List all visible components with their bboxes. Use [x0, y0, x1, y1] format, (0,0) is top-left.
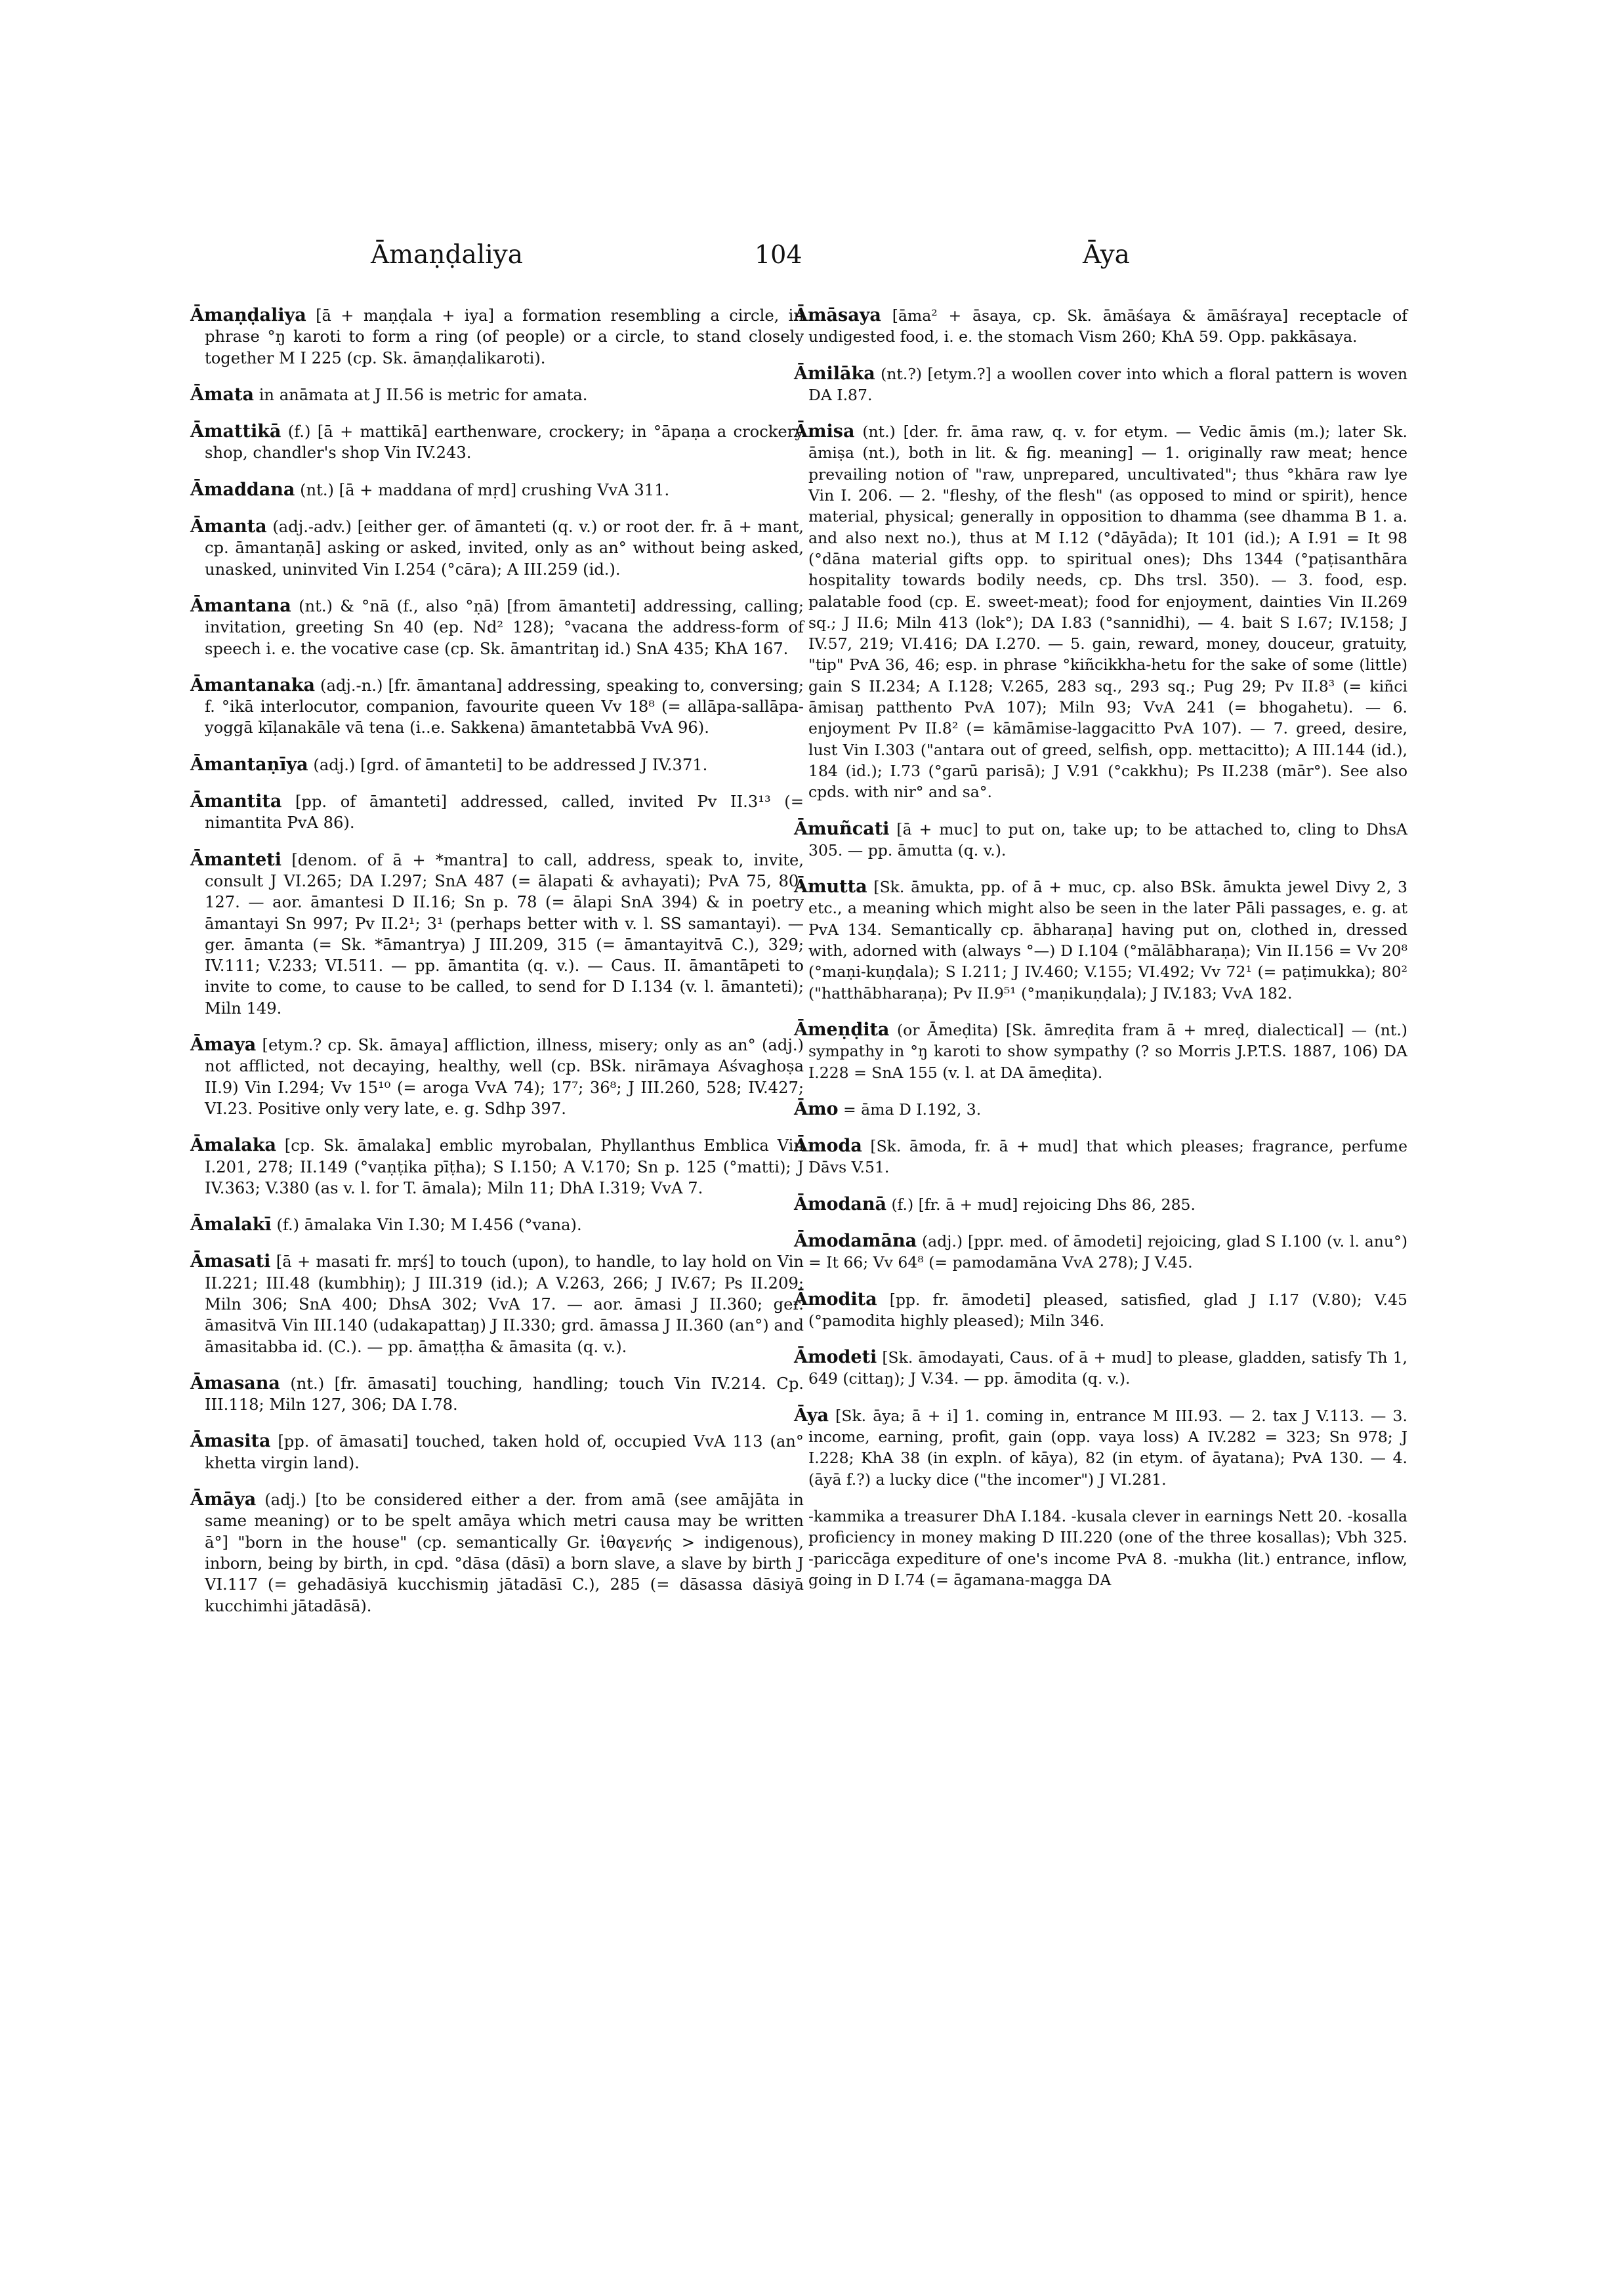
entry-headword: Āmaṇḍaliya [190, 305, 306, 325]
entry-text: [pp. of āmasati] touched, taken hold of, occupied VvA 113 (an° khetta virgin land). [205, 1432, 804, 1472]
entry-text: (adj.) [grd. of āmanteti] to be addressed J IV.371. [313, 755, 708, 774]
dictionary-entry [190, 1431, 804, 1474]
entry-headword: Āmeṇḍita [794, 1019, 890, 1040]
dictionary-entry [794, 1194, 1407, 1215]
dictionary-entry [794, 1347, 1407, 1390]
entry-text: (adj.) [ppr. med. of āmodeti] rejoicing, glad S I.100 (v. l. anu°) = It 66; Vv 64⁸ (= pamodamāna VvA 278); J V.45. [808, 1231, 1407, 1272]
header-left-guideword: Āmaṇḍaliya [371, 240, 523, 270]
entry-headword: Āmodita [794, 1289, 877, 1310]
dictionary-entry [190, 480, 804, 501]
dictionary-entry [794, 1231, 1407, 1273]
dictionary-entry [190, 675, 804, 739]
running-head [0, 240, 1624, 279]
left-column [190, 305, 804, 1632]
entry-text: (nt.) [der. fr. āma raw, q. v. for etym. — Vedic āmis (m.); later Sk. āmiṣa (nt.), both in lit. & fig. meaning] — 1. originally raw meat; hence prevailing notion of "raw, unprepared, uncultivated"; thus °khāra raw lye Vin I. 206. — 2. "fleshy, of the flesh" (as opposed to mind or spirit), hence material, physical; generally in opposition to dhamma (see dhamma B 1. a. and also next no.), thus at M I.12 (°dāyāda); It 101 (id.); A I.91 = It 98 (°dāna material gifts opp. to spiritual ones); Dhs 1344 (°paṭisanthāra hospitality towards bodily needs, cp. Dhs trsl. 350). — 3. food, esp. palatable food (cp. E. sweet-meat); food for enjoyment, dainties Vin II.269 sq.; J II.6; Miln 413 (lok°); DA I.83 (°sannidhi), — 4. bait S I.67; IV.158; J IV.57, 219; VI.416; DA I.270. — 5. gain, reward, money, douceur, gratuity, "tip" PvA 36, 46; esp. in phrase °kiñcikkha-hetu for the sake of some (little) gain S II.234; A I.128; V.265, 283 sq., 293 sq.; Pug 29; Pv II.8³ (= kiñci āmisaŋ patthento PvA 107); Miln 93; VvA 241 (= bhogahetu). — 6. enjoyment Pv II.8² (= kāmāmise-laggacitto PvA 107). — 7. greed, desire, lust Vin I.303 ("antara out of greed, selfish, opp. mettacitto); A III.144 (id.), 184 (id.); I.73 (°garū parisā); J V.91 (°cakkhu); Ps II.238 (mār°). See also cpds. with nir° and sa°. [808, 423, 1407, 802]
dictionary-entry [794, 877, 1407, 1004]
dictionary-entry [794, 1405, 1407, 1490]
dictionary-entry [794, 1289, 1407, 1332]
entry-headword: Āmodamāna [794, 1230, 917, 1251]
entry-text: [Sk. āmoda, fr. ā + mud] that which pleases; fragrance, perfume Dāvs V.51. [808, 1137, 1407, 1177]
header-right-guideword: Āya [1083, 240, 1130, 270]
dictionary-entry [190, 516, 804, 580]
entry-headword: Āmasita [190, 1431, 271, 1452]
entry-text: (adj.-n.) [fr. āmantana] addressing, speaking to, conversing; f. °ikā interlocutor, companion, favourite queen Vv 18⁸ (= allāpa-sallāpa-yoggā kīḷanakāle vā tena (i..e. Sakkena) āmantetabbā VvA 96). [205, 676, 804, 737]
dictionary-entry [794, 1136, 1407, 1178]
entry-text: in anāmata at J II.56 is metric for amata. [259, 385, 588, 404]
dictionary-entry [190, 850, 804, 1019]
entry-text: [ā + masati fr. mṛś] to touch (upon), to handle, to lay hold on Vin II.221; III.48 (kumbhiŋ); J III.319 (id.); A V.263, 266; J IV.67; Ps II.209; Miln 306; SnA 400; DhsA 302; VvA 17. — aor. āmasi J II.360; ger. āmasitvā Vin III.140 (udakapattaŋ) J II.330; grd. āmassa J II.360 (an°) and āmasitabba id. (C.). — pp. āmaṭṭha & āmasita (q. v.). [205, 1252, 804, 1356]
dictionary-entry [190, 1035, 804, 1119]
entry-headword: Āmantanaka [190, 674, 315, 695]
entry-headword: Āmantana [190, 595, 291, 616]
entry-text: (f.) [fr. ā + mud] rejoicing Dhs 86, 285. [891, 1195, 1196, 1214]
dictionary-entry [794, 1020, 1407, 1083]
dictionary-entry [794, 819, 1407, 861]
entry-headword: Āmaddana [190, 479, 295, 500]
entry-headword: Āmasana [190, 1373, 280, 1394]
dictionary-entry [190, 596, 804, 659]
entry-headword: Āmantaṇīya [190, 754, 308, 775]
entry-text: (f.) āmalaka Vin I.30; M I.456 (°vana). [276, 1216, 582, 1235]
entry-text: = āma D I.192, 3. [843, 1100, 982, 1119]
entry-headword: Āmāsaya [794, 305, 881, 325]
entry-headword: Āmo [794, 1098, 839, 1119]
entry-text: [āma² + āsaya, cp. Sk. āmāśaya & āmāśraya] receptacle of undigested food, i. e. the stomach Vism 260; KhA 59. Opp. pakkāsaya. [808, 306, 1407, 346]
entry-text: [etym.? cp. Sk. āmaya] affliction, illness, misery; only as an° (adj.) not afflicted, not decaying, healthy, well (cp. BSk. nirāmaya Aśvaghoṣa II.9) Vin I.294; Vv 15¹⁰ (= aroga VvA 74); 17⁷; 36⁸; J III.260, 528; IV.427; VI.23. Positive only very late, e. g. Sdhp 397. [205, 1036, 804, 1118]
entry-text: [cp. Sk. āmalaka] emblic myrobalan, Phyllanthus Emblica Vin I.201, 278; II.149 (°vaṇṭika pīṭha); S I.150; A V.170; Sn p. 125 (°matti); J IV.363; V.380 (as v. l. for T. āmala); Miln 11; DhA I.319; VvA 7. [205, 1136, 804, 1197]
dictionary-entry [794, 305, 1407, 348]
entry-headword: Āmisa [794, 421, 855, 442]
entry-headword: Āya [794, 1405, 829, 1426]
entry-headword: Āmaya [190, 1035, 257, 1056]
dictionary-entry [190, 791, 804, 834]
dictionary-entry [190, 384, 804, 405]
page-number: 104 [755, 240, 802, 269]
entry-text: [Sk. āmukta, pp. of ā + muc, cp. also BSk. āmukta jewel Divy 2, 3 etc., a meaning which might also be seen in the later Pāli passages, e. g. at PvA 134. Semantically cp. ābharaṇa] having put on, clothed in, dressed with, adorned with (always °—) D I.104 (°mālābharaṇa); Vin II.156 = Vv 20⁸ (°maṇi-kuṇḍala); S I.211; J IV.460; V.155; VI.492; Vv 72¹ (= paṭimukka); 80² ("hatthābharaṇa); Pv II.9⁵¹ (°maṇikuṇḍala); J IV.183; VvA 182. [808, 878, 1407, 1003]
entry-headword: Āmodeti [794, 1347, 877, 1368]
entry-text: (or Āmeḍita) [Sk. āmreḍita fram ā + mreḍ, dialectical] — (nt.) sympathy in °ŋ karoti to show sympathy (? so Morris J.P.T.S. 1887, 106) DA I.228 = SnA 155 (v. l. at DA āmeḍita). [808, 1020, 1407, 1082]
entry-text: (adj.) [to be considered either a der. from amā (see amājāta in same meaning) or to be spelt amāya which metri causa may be written ā°] "born in the house" (cp. semantically Gr. ἰθαγενής > indigenous), inborn, being by birth, in cpd. °dāsa (dāsī) a born slave, a slave by birth J VI.117 (= gehadāsiyā kucchismiŋ jātadāsī C.), 285 (= dāsassa dāsiyā kucchimhi jātadāsā). [205, 1491, 804, 1615]
dictionary-entry [794, 363, 1407, 406]
entry-headword: Āmanteti [190, 849, 282, 870]
dictionary-entry [190, 1214, 804, 1235]
dictionary-entry [190, 421, 804, 464]
entry-headword: Āmoda [794, 1136, 862, 1157]
entry-text: [Sk. āmodayati, Caus. of ā + mud] to please, gladden, satisfy Th 1, 649 (cittaŋ); J V.34. — pp. āmodita (q. v.). [808, 1348, 1407, 1388]
entry-headword: Āmalakī [190, 1214, 272, 1235]
entry-headword: Āmodanā [794, 1193, 887, 1214]
dictionary-entry [794, 1506, 1407, 1590]
entry-text: [pp. fr. āmodeti] pleased, satisfied, glad J I.17 (V.80); V.45 (°pamodita highly pleased); Miln 346. [808, 1290, 1407, 1330]
entry-text: [ā + muc] to put on, take up; to be attached to, cling to DhsA 305. — pp. āmutta (q. v.). [808, 819, 1407, 859]
entry-headword: Āmalaka [190, 1135, 276, 1156]
entry-text: (nt.?) [etym.?] a woollen cover into which a floral pattern is woven DA I.87. [808, 364, 1407, 404]
dictionary-entry [190, 1135, 804, 1199]
dictionary-entry [190, 1489, 804, 1617]
dictionary-entry [190, 305, 804, 369]
entry-headword: Āmanta [190, 516, 267, 537]
entry-headword: Āmasati [190, 1251, 271, 1272]
dictionary-entry [190, 1373, 804, 1416]
entry-headword: Āmutta [794, 877, 867, 898]
entry-headword: Āmattikā [190, 421, 281, 442]
entry-headword: Āmilāka [794, 363, 875, 384]
entry-text: [pp. of āmanteti] addressed, called, invited Pv II.3¹³ (= nimantita PvA 86). [205, 793, 804, 833]
entry-headword: Āmāya [190, 1489, 257, 1510]
dictionary-entry [794, 1099, 1407, 1120]
entry-text: (adj.-adv.) [either ger. of āmanteti (q. v.) or root der. fr. ā + mant, cp. āmantaṇā] asking or asked, invited, only as an° without being asked, unasked, uninvited Vin I.254 (°cāra); A III.259 (id.). [205, 518, 804, 579]
entry-text: (f.) [ā + mattikā] earthenware, crockery; in °āpaṇa a crockery shop, chandler's shop Vin IV.243. [205, 423, 804, 463]
right-column [794, 305, 1407, 1606]
dictionary-entry [794, 421, 1407, 802]
entry-text: (nt.) [fr. āmasati] touching, handling; touch Vin IV.214. Cp. III.118; Miln 127, 306; DA I.78. [205, 1374, 804, 1415]
entry-text: [Sk. āya; ā + i] 1. coming in, entrance M III.93. — 2. tax J V.113. — 3. income, earning, profit, gain (opp. vaya loss) A IV.282 = 323; Sn 978; J I.228; KhA 38 (in expln. of kāya), 82 (in etym. of āyatana); PvA 130. — 4. (āyā f.?) a lucky dice ("the incomer") J VI.281. [808, 1406, 1407, 1489]
entry-text: (nt.) [ā + maddana of mṛd] crushing VvA 311. [300, 480, 670, 499]
dictionary-entry [190, 755, 804, 775]
entry-headword: Āmata [190, 384, 254, 405]
entry-text: (nt.) & °nā (f., also °ṇā) [from āmanteti] addressing, calling; invitation, greeting Sn 40 (ep. Nd² 128); °vacana the address-form of speech i. e. the vocative case (cp. Sk. āmantritaŋ id.) SnA 435; KhA 167. [205, 596, 804, 658]
entry-text: -kammika a treasurer DhA I.184. -kusala clever in earnings Nett 20. -kosalla proficiency in money making D III.220 (one of the three kosallas); Vbh 325. -pariccāga expediture of one's income PvA 8. -mukha (lit.) entrance, inflow, going in D I.74 (= āgamana-magga DA [808, 1506, 1407, 1589]
entry-text: [ā + maṇḍala + iya] a formation resembling a circle, in phrase °ŋ karoti to form a ring (of people) or a circle, to stand closely together M I 225 (cp. Sk. āmaṇḍalikaroti). [205, 306, 804, 367]
entry-headword: Āmantita [190, 791, 282, 812]
entry-headword: Āmuñcati [794, 818, 890, 839]
dictionary-entry [190, 1251, 804, 1357]
entry-text: [denom. of ā + *mantra] to call, address, speak to, invite, consult J VI.265; DA I.297; SnA 487 (= ālapati & avhayati); PvA 75, 80, 127. — aor. āmantesi D II.16; Sn p. 78 (= ālapi SnA 394) & in poetry āmantayi Sn 997; Pv II.2¹; 3¹ (perhaps better with v. l. SS samantayi). — ger. āmanta (= Sk. *āmantrya) J III.209, 315 (= āmantayitvā C.), 329; IV.111; V.233; VI.511. — pp. āmantita (q. v.). — Caus. II. āmantāpeti to invite to come, to cause to be called, to send for D I.134 (v. l. āmanteti); Miln 149. [205, 850, 804, 1018]
